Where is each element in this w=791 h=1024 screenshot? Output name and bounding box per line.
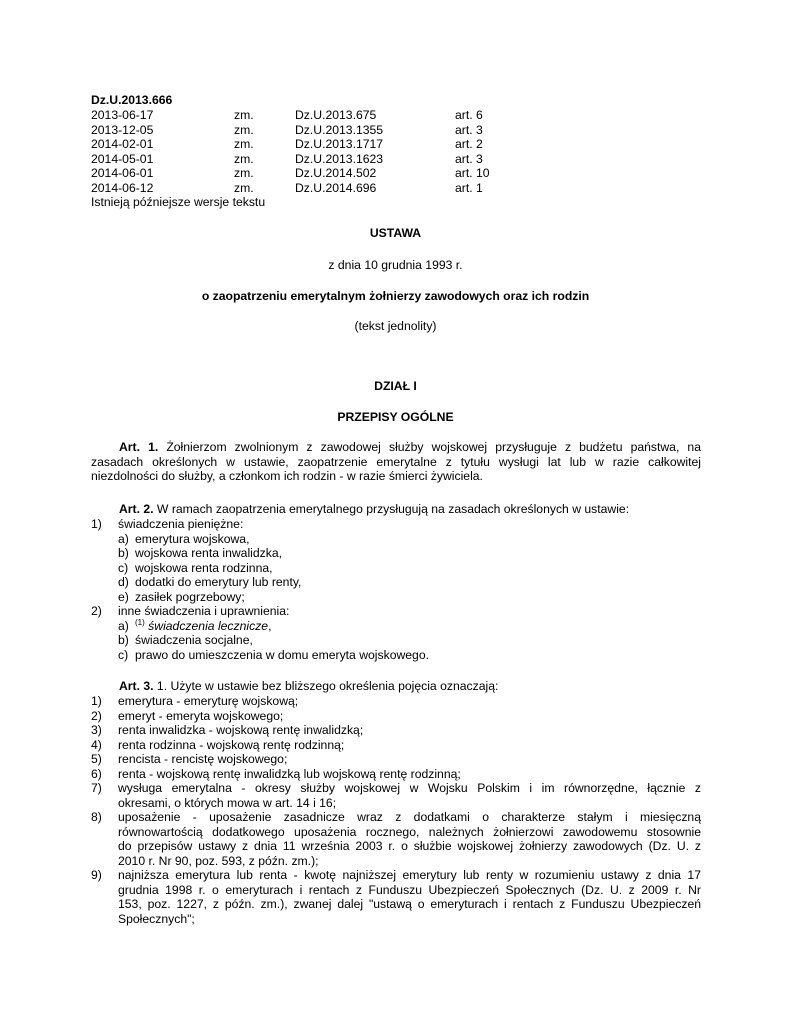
later-versions-note: Istnieją późniejsze wersje tekstu (91, 195, 266, 209)
list-item-text: rencista - rencistę wojskowego; (118, 752, 288, 766)
article-2-intro (119, 502, 629, 517)
list-number: 1) (91, 517, 102, 531)
act-subject: o zaopatrzeniu emerytalnym żołnierzy zawodowych oraz ich rodzin (201, 289, 590, 303)
list-item-text: renta - wojskową rentę inwalidzką lub wojskową rentę rodzinną; (118, 766, 461, 781)
amendment-ref: Dz.U.2013.1623 (295, 151, 384, 166)
section-name: PRZEPISY OGÓLNE (337, 410, 454, 424)
amendment-date: 2014-06-01 (91, 166, 154, 180)
list-number: 1) (91, 694, 102, 708)
list-item-line: wysługa emerytalna - okresy służby wojskowej w Wojsku Polskim i im równorzędne, łącznie z (118, 781, 701, 795)
article-1 (91, 440, 701, 484)
amendment-art: art. 2 (455, 137, 483, 151)
sub-item-text: dodatki do emerytury lub renty, (135, 575, 302, 589)
list-number: 2) (91, 604, 102, 618)
list-item-text: świadczenia pieniężne: (118, 517, 244, 531)
sub-letter: c) (118, 647, 129, 662)
consolidated-note: (tekst jednolity) (354, 319, 437, 333)
list-item-line: uposażenie - uposażenie zasadnicze wraz z dodatkami o charakterze stałym i miesięczną (118, 810, 701, 824)
amendment-type: zm. (234, 137, 254, 151)
sub-letter: a) (118, 531, 129, 546)
amendment-ref: Dz.U.2013.1355 (295, 122, 384, 137)
sub-item-a (135, 619, 271, 634)
list-item-text: inne świadczenia i uprawnienia: (118, 604, 290, 618)
list-number: 3) (91, 723, 102, 737)
amendment-date: 2014-06-12 (91, 180, 154, 195)
sub-item-text: świadczenia socjalne, (135, 633, 253, 647)
section-number: DZIAŁ I (374, 379, 417, 393)
amendment-ref: Dz.U.2013.1717 (295, 137, 384, 151)
article-1-line: niezdolności do służby, a członkom ich rodzin - w razie śmierci żywiciela. (91, 469, 483, 484)
list-number: 8) (91, 810, 102, 824)
amendment-art: art. 6 (455, 108, 483, 122)
list-item-line: Społecznych"; (118, 911, 195, 926)
sub-letter: b) (118, 633, 129, 647)
article-3-intro (119, 679, 498, 694)
sub-letter: b) (118, 546, 129, 560)
list-item-text: renta inwalidzka - wojskową rentę inwalidzką; (118, 723, 364, 737)
sub-letter: e) (118, 589, 129, 604)
sub-item-text: emerytura wojskowa, (135, 531, 250, 546)
act-type-heading: USTAWA (369, 226, 422, 240)
list-item-line: 2010 r. Nr 90, poz. 593, z późn. zm.); (118, 853, 319, 868)
list-number: 7) (91, 781, 102, 795)
article-3-intro-text: 1. Użyte w ustawie bez bliższego określenia pojęcia oznaczają: (153, 679, 499, 693)
list-item-line: do przepisów ustawy z dnia 11 września 2003 r. o służbie wojskowej żołnierzy zawodowych (Dz. U. z (118, 839, 701, 854)
list-item-line: 153, poz. 1227, z późn. zm.), zwanej dalej "ustawą o emeryturach i rentach z Funduszu Ubezpieczeń (118, 897, 701, 912)
amendment-row (91, 166, 591, 181)
article-3-label: Art. 3. (119, 679, 154, 693)
sub-item-text: zasiłek pogrzebowy; (135, 589, 245, 604)
act-date: z dnia 10 grudnia 1993 r. (328, 258, 463, 272)
list-item-line: grudnia 1998 r. o emeryturach i rentach z Funduszu Ubezpieczeń Społecznych (Dz. U. z 2009 r. Nr (118, 882, 701, 897)
amendment-art: art. 3 (455, 151, 483, 166)
amendment-row (91, 137, 591, 152)
list-item-line: najniższa emerytura lub renta - kwotę najniższej emerytury lub renty w rozumieniu ustawy z dnia 17 (118, 868, 701, 882)
amendment-date: 2014-02-01 (91, 137, 154, 151)
amendment-art: art. 1 (455, 180, 483, 195)
amendment-art: art. 3 (455, 122, 483, 137)
list-item-line: okresami, o których mowa w art. 14 i 16; (118, 795, 337, 810)
list-item (118, 781, 701, 810)
sub-letter: a) (118, 618, 129, 633)
amendment-date: 2013-06-17 (91, 108, 154, 122)
amendment-type: zm. (234, 108, 254, 122)
punctuation: , (268, 618, 272, 633)
article-1-line: zasadach określonych w ustawie, zaopatrzenie emerytalne z tytułu wysługi lat lub w razie całkowitej (91, 454, 701, 469)
footnote-marker: (1) (135, 617, 145, 627)
article-1-line (91, 440, 701, 455)
list-item (118, 868, 701, 926)
list-item (118, 810, 701, 868)
amendment-art: art. 10 (455, 166, 490, 180)
sub-letter: c) (118, 560, 129, 575)
amendment-type: zm. (234, 180, 254, 195)
article-2-label: Art. 2. (119, 502, 154, 516)
amendment-type: zm. (234, 166, 254, 180)
list-item-text: renta rodzinna - wojskową rentę rodzinną; (118, 737, 345, 752)
journal-reference: Dz.U.2013.666 (91, 93, 173, 107)
amendment-row (91, 123, 591, 138)
list-number: 6) (91, 766, 102, 781)
sub-letter: d) (118, 575, 129, 589)
amendment-type: zm. (234, 151, 254, 166)
list-number: 4) (91, 737, 102, 752)
sub-item-text: wojskowa renta rodzinna, (135, 560, 273, 575)
list-item-text: emerytura - emeryturę wojskową; (118, 694, 299, 708)
sub-item-text: świadczenia lecznicze (148, 618, 269, 633)
amendment-row (91, 181, 591, 196)
amendment-row (91, 152, 591, 167)
article-1-label: Art. 1. (119, 440, 159, 454)
list-item-line: równowartością dodatkowego uposażenia rocznego, należnych żołnierzowi zawodowemu stosownie (118, 824, 701, 839)
list-number: 9) (91, 868, 102, 882)
amendment-row (91, 108, 591, 123)
amendment-ref: Dz.U.2013.675 (295, 108, 377, 122)
amendment-ref: Dz.U.2014.696 (295, 180, 377, 195)
sub-item-text: wojskowa renta inwalidzka, (135, 546, 282, 560)
amendment-ref: Dz.U.2014.502 (295, 166, 377, 180)
list-number: 2) (91, 708, 102, 723)
amendment-date: 2014-05-01 (91, 151, 154, 166)
article-1-text: Żołnierzom zwolnionym z zawodowej służby wojskowej przysługuje z budżetu państwa, na (158, 440, 701, 454)
amendment-type: zm. (234, 122, 254, 137)
article-2-intro-text: W ramach zaopatrzenia emerytalnego przysługują na zasadach określonych w ustawie: (153, 502, 630, 516)
sub-item-text: prawo do umieszczenia w domu emeryta wojskowego. (135, 647, 429, 662)
list-item-text: emeryt - emeryta wojskowego; (118, 708, 284, 723)
amendment-date: 2013-12-05 (91, 122, 154, 137)
list-number: 5) (91, 752, 102, 766)
